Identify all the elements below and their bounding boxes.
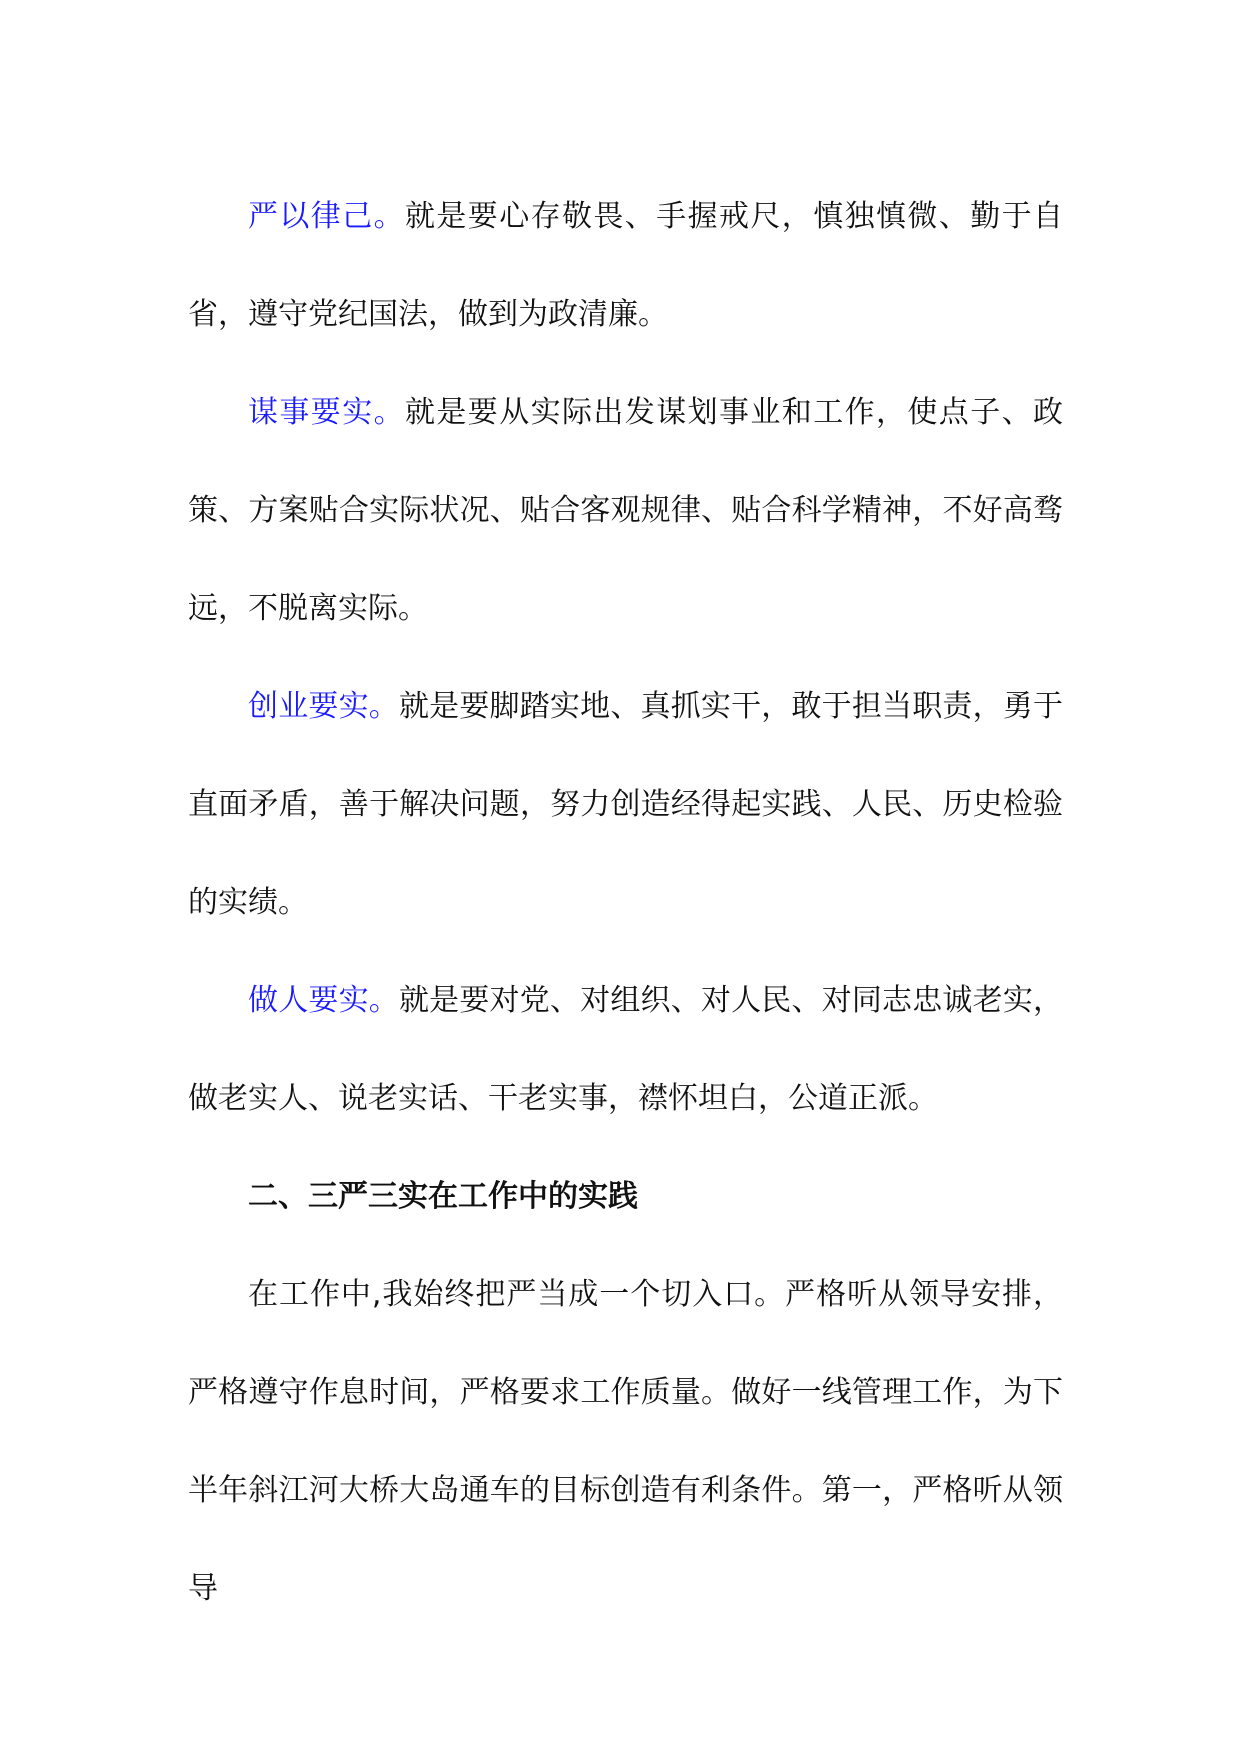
paragraph-lead: 严以律己。 — [248, 199, 405, 234]
paragraph-be-honest — [188, 952, 1063, 1148]
paragraph-lead: 谋事要实。 — [248, 395, 405, 430]
paragraph-body: 就是要心存敬畏、手握戒尺，慎独慎微、勤于自省，遵守党纪国法，做到为政清廉。 — [188, 199, 1063, 332]
paragraph-work-practically — [188, 658, 1063, 952]
paragraph-body: 就是要对党、对组织、对人民、对同志忠诚老实，做老实人、说老实话、干老实事，襟怀坦白，公道正派。 — [188, 983, 1064, 1116]
paragraph-body: 就是要从实际出发谋划事业和工作，使点子、政策、方案贴合实际状况、贴合客观规律、贴合科学精神，不好高骛远，不脱离实际。 — [188, 395, 1063, 626]
paragraph-body: 就是要脚踏实地、真抓实干，敢于担当职责，勇于直面矛盾，善于解决问题，努力创造经得起实践、人民、历史检验的实绩。 — [188, 689, 1064, 920]
paragraph-lead: 创业要实。 — [248, 689, 399, 724]
paragraph-plan-practically — [188, 364, 1063, 658]
document-page — [188, 168, 1063, 1638]
section-heading: 二、三严三实在工作中的实践 — [248, 1179, 638, 1214]
paragraph-strict-self-discipline — [188, 168, 1063, 364]
paragraph-lead: 做人要实。 — [248, 983, 399, 1018]
paragraph-practice-at-work: 在工作中,我始终把严当成一个切入口。严格听从领导安排，严格遵守作息时间，严格要求工作质量。做好一线管理工作，为下半年斜江河大桥大岛通车的目标创造有利条件。第一，严格听从领导 — [188, 1277, 1063, 1606]
